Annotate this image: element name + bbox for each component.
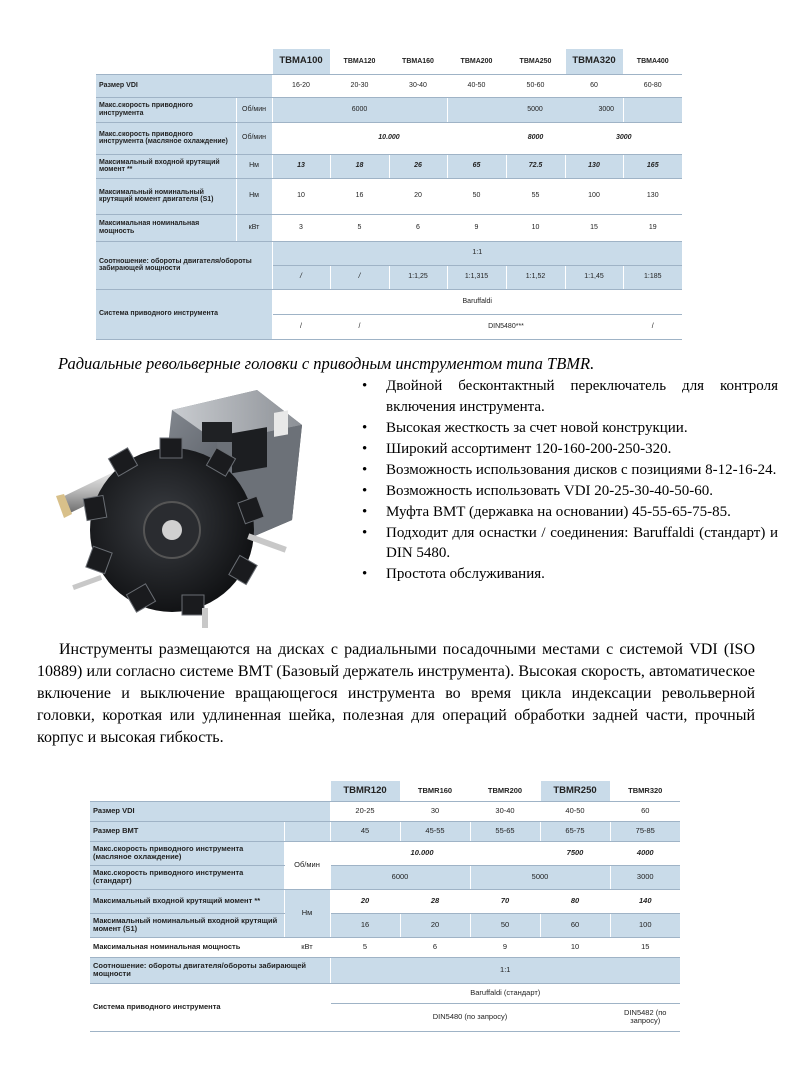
- list-item: • Муфта BMT (державка на основании) 45-55-65-75-85.: [358, 502, 778, 523]
- cell: 60: [610, 801, 680, 821]
- cell: 20: [400, 913, 470, 937]
- tbmr-spec-table: [90, 781, 680, 1032]
- cell: 1:1: [272, 241, 682, 265]
- cell: 13: [272, 154, 330, 178]
- cell: 3000: [565, 122, 682, 154]
- cell: /: [272, 314, 330, 339]
- cell: 19: [623, 214, 682, 241]
- cell: DIN5482 (по запросу): [610, 1003, 680, 1031]
- cell: 100: [610, 913, 680, 937]
- cell: 72.5: [506, 154, 565, 178]
- corner-cell: [96, 49, 272, 74]
- cell: 6: [389, 214, 447, 241]
- list-item: • Простота обслуживания.: [358, 564, 778, 585]
- cell: 20: [330, 889, 400, 913]
- col-header: TBMR250: [540, 781, 610, 801]
- cell: Baruffaldi (стандарт): [330, 983, 680, 1003]
- row-label: Максимальный входной крутящий момент **: [90, 889, 284, 913]
- cell: 20: [389, 178, 447, 214]
- list-item: • Возможность использовать VDI 20-25-30-40-50-60.: [358, 481, 778, 502]
- cell: 5000: [447, 97, 623, 122]
- unit: кВт: [284, 937, 330, 957]
- cell-text: 3000: [598, 105, 615, 113]
- cell: /: [330, 265, 389, 289]
- col-header: TBMA120: [330, 49, 389, 74]
- row-label: Размер VDI: [90, 801, 330, 821]
- cell: DIN5480***: [389, 314, 623, 339]
- unit: Нм: [284, 889, 330, 937]
- cell: 140: [610, 889, 680, 913]
- cell: 10: [272, 178, 330, 214]
- section-caption: Радиальные револьверные головки с приводным инструментом типа TBMR.: [58, 354, 595, 373]
- cell: 30: [400, 801, 470, 821]
- row-label: Максимальная номинальная мощность: [90, 937, 284, 957]
- row-label: Макс.скорость приводного инструмента: [96, 97, 236, 122]
- row-label: Макс.скорость приводного инструмента (масляное охлаждение): [96, 122, 236, 154]
- unit-empty: [284, 821, 330, 841]
- corner-cell: [90, 781, 330, 801]
- col-header: TBMA400: [623, 49, 682, 74]
- cell: 60: [540, 913, 610, 937]
- cell: /: [623, 314, 682, 339]
- cell: 16-20: [272, 74, 330, 97]
- cell: 1:185: [623, 265, 682, 289]
- cell: 18: [330, 154, 389, 178]
- cell: 55: [506, 178, 565, 214]
- tbma-spec-table: [96, 49, 682, 340]
- cell: 75-85: [610, 821, 680, 841]
- cell: 70: [470, 889, 540, 913]
- cell: 15: [610, 937, 680, 957]
- cell-empty: [470, 841, 540, 865]
- cell: 9: [470, 937, 540, 957]
- row-label: Максимальный номинальный крутящий момент двигателя (S1): [96, 178, 236, 214]
- cell: 4000: [610, 841, 680, 865]
- cell: 50: [470, 913, 540, 937]
- cell: 1:1: [330, 957, 680, 983]
- cell: 5: [330, 937, 400, 957]
- cell: 130: [623, 178, 682, 214]
- row-label: Макс.скорость приводного инструмента (масляное охлаждение): [90, 841, 284, 865]
- col-header: TBMA160: [389, 49, 447, 74]
- cell: 6000: [272, 97, 447, 122]
- cell: 1:1,25: [389, 265, 447, 289]
- cell: 60-80: [623, 74, 682, 97]
- cell: 20-30: [330, 74, 389, 97]
- cell: 6000: [330, 865, 470, 889]
- unit: Нм: [236, 178, 272, 214]
- col-header: TBMR160: [400, 781, 470, 801]
- list-item: • Подходит для оснастки / соединения: Baruffaldi (стандарт) и DIN 5480.: [358, 523, 778, 564]
- row-label: Система приводного инструмента: [96, 289, 272, 339]
- cell: 10: [506, 214, 565, 241]
- cell: 165: [623, 154, 682, 178]
- col-header: TBMR120: [330, 781, 400, 801]
- unit: кВт: [236, 214, 272, 241]
- cell: DIN5480 (по запросу): [330, 1003, 610, 1031]
- cell: 130: [565, 154, 623, 178]
- row-label: Максимальный номинальный входной крутящий момент (S1): [90, 913, 284, 937]
- list-item: • Двойной бесконтактный переключатель для контроля включения инструмента.: [358, 376, 778, 417]
- unit: Об/мин: [236, 97, 272, 122]
- cell: 50: [447, 178, 506, 214]
- col-header: TBMA320: [565, 49, 623, 74]
- feature-list: [358, 376, 778, 585]
- cell: 9: [447, 214, 506, 241]
- cell: 5: [330, 214, 389, 241]
- cell: 55-65: [470, 821, 540, 841]
- row-label: Макс.скорость приводного инструмента (стандарт): [90, 865, 284, 889]
- cell: 16: [330, 178, 389, 214]
- list-item: • Возможность использования дисков с позициями 8-12-16-24.: [358, 460, 778, 481]
- list-item: • Широкий ассортимент 120-160-200-250-320.: [358, 439, 778, 460]
- cell: 30-40: [389, 74, 447, 97]
- row-label: Максимальный входной крутящий момент **: [96, 154, 236, 178]
- cell: 40-50: [540, 801, 610, 821]
- list-item: • Высокая жесткость за счет новой конструкции.: [358, 418, 778, 439]
- row-label: Размер VDI: [96, 74, 272, 97]
- cell: 60: [565, 74, 623, 97]
- row-label: Максимальная номинальная мощность: [96, 214, 236, 241]
- cell: 1:1,315: [447, 265, 506, 289]
- cell: 3000: [610, 865, 680, 889]
- col-header: TBMA200: [447, 49, 506, 74]
- cell: 65-75: [540, 821, 610, 841]
- unit: Нм: [236, 154, 272, 178]
- row-label: Размер BMT: [90, 821, 284, 841]
- cell: 40-50: [447, 74, 506, 97]
- cell: 7500: [540, 841, 610, 865]
- cell: 10.000: [330, 841, 470, 865]
- cell: 100: [565, 178, 623, 214]
- cell: 65: [447, 154, 506, 178]
- cell: /: [272, 265, 330, 289]
- cell: 15: [565, 214, 623, 241]
- description-paragraph: Инструменты размещаются на дисках с радиальными посадочными местами с системой VDI (ISO 10889) или согласно системе BMT (Базовый держатель инструмента). Высокая скорость, автоматическое включение и выключение вращающегося инструмента во время цикла индексации револьверной головки, короткая или удлиненная шейка, полезная для операций обработки задней части, прочный корпус и высокая гибкость.: [37, 641, 755, 746]
- col-header: TBMR200: [470, 781, 540, 801]
- cell: 10.000: [272, 122, 506, 154]
- cell: 5000: [470, 865, 610, 889]
- row-label: Соотношение: обороты двигателя/обороты забирающей мощности: [96, 241, 272, 289]
- cell: [598, 97, 682, 122]
- unit: Об/мин: [284, 841, 330, 889]
- col-header: TBMA250: [506, 49, 565, 74]
- cell: 30-40: [470, 801, 540, 821]
- cell: 8000: [506, 122, 565, 154]
- turret-photo: [52, 380, 352, 630]
- cell: 16: [330, 913, 400, 937]
- row-label: Система приводного инструмента: [90, 983, 330, 1031]
- cell: 50-60: [506, 74, 565, 97]
- row-label: Соотношение: обороты двигателя/обороты забирающей мощности: [90, 957, 330, 983]
- cell: 3: [272, 214, 330, 241]
- cell: 10: [540, 937, 610, 957]
- col-header: TBMA100: [272, 49, 330, 74]
- col-header: TBMR320: [610, 781, 680, 801]
- unit: Об/мин: [236, 122, 272, 154]
- cell: /: [330, 314, 389, 339]
- cell: 45-55: [400, 821, 470, 841]
- cell: 6: [400, 937, 470, 957]
- cell: 20-25: [330, 801, 400, 821]
- cell: 1:1,45: [565, 265, 623, 289]
- cell: Baruffaldi: [272, 289, 682, 314]
- cell: 1:1,52: [506, 265, 565, 289]
- cell: 80: [540, 889, 610, 913]
- cell: 28: [400, 889, 470, 913]
- cell: 45: [330, 821, 400, 841]
- cell: 26: [389, 154, 447, 178]
